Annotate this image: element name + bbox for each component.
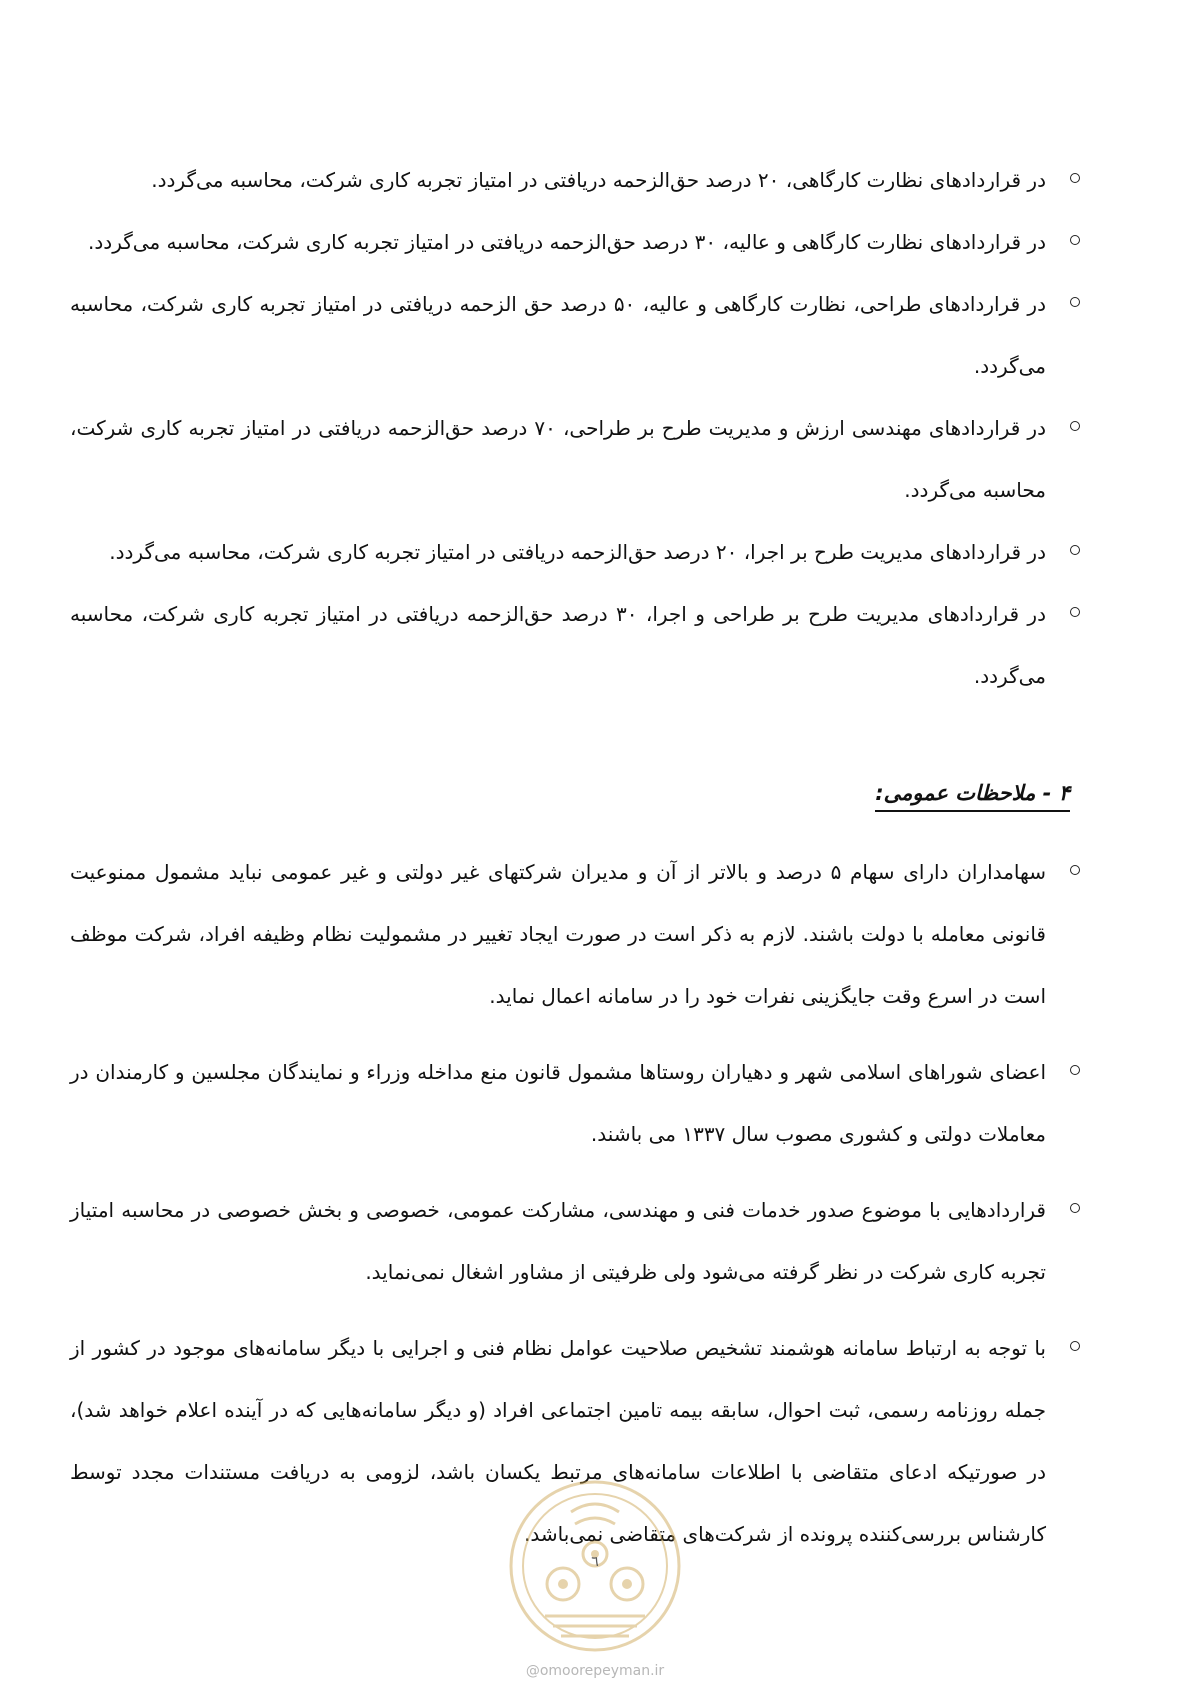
footer-watermark-handle: @omoorepeyman.ir (525, 1663, 665, 1679)
list-item-text: قراردادهایی با موضوع صدور خدمات فنی و مهندسی، مشارکت عمومی، خصوصی و بخش خصوصی در محاسبه امتیاز تجربه کاری شرکت در نظر گرفته می‌شود ولی ظرفیتی از مشاور اشغال نمی‌نماید. (70, 1198, 1046, 1284)
list-item-text: اعضای شوراهای اسلامی شهر و دهیاران روستاها مشمول قانون منع مداخله وزراء و نمایندگان مجلسین و کارمندان در معاملات دولتی و کشوری مصوب سال ۱۳۳۷ می باشند. (70, 1060, 1046, 1146)
circle-bullet-icon (1070, 297, 1080, 307)
circle-bullet-icon (1070, 235, 1080, 245)
list-item-text: با توجه به ارتباط سامانه هوشمند تشخیص صلاحیت عوامل نظام فنی و اجرایی با دیگر سامانه‌های موجود در کشور از جمله روزنامه رسمی، ثبت احوال، سابقه بیمه تامین اجتماعی افراد (و دیگر سامانه‌هایی که در آینده اعلام خواهد شد)، در صورتیکه ادعای متقاضی با اطلاعات سامانه‌های مرتبط یکسان باشد، لزومی به دریافت مستندات مجدد توسط کارشناس بررسی‌کننده پرونده از شرکت‌های متقاضی نمی‌باشد. (70, 1336, 1046, 1546)
section-number: ۴ - (1035, 781, 1070, 805)
circle-bullet-icon (1070, 1341, 1080, 1351)
circle-bullet-icon (1070, 173, 1080, 183)
section-heading (875, 776, 1070, 812)
list-item-text: سهامداران دارای سهام ۵ درصد و بالاتر از آن و مدیران شرکتهای غیر دولتی و غیر عمومی نباید مشمول ممنوعیت قانونی معامله با دولت باشند. لازم به ذکر است در صورت ایجاد تغییر در مشمولیت نظام وظیفه افراد، شرکت موظف است در اسرع وقت جایگزینی نفرات خود را در سامانه اعمال نماید. (70, 860, 1046, 1008)
list-item (70, 521, 1080, 583)
list-item-text: در قراردادهای نظارت کارگاهی، ۲۰ درصد حق‌الزحمه دریافتی در امتیاز تجربه کاری شرکت، محاسبه می‌گردد. (151, 168, 1046, 192)
list-item-text: در قراردادهای مهندسی ارزش و مدیریت طرح بر طراحی، ۷۰ درصد حق‌الزحمه دریافتی در امتیاز تجربه کاری شرکت، محاسبه می‌گردد. (70, 416, 1046, 502)
circle-bullet-icon (1070, 865, 1080, 875)
list-item-text: در قراردادهای نظارت کارگاهی و عالیه، ۳۰ درصد حق‌الزحمه دریافتی در امتیاز تجربه کاری شرکت، محاسبه می‌گردد. (88, 230, 1046, 254)
list-item-text: در قراردادهای مدیریت طرح بر اجرا، ۲۰ درصد حق‌الزحمه دریافتی در امتیاز تجربه کاری شرکت، محاسبه می‌گردد. (109, 540, 1046, 564)
circle-bullet-icon (1070, 607, 1080, 617)
list-item (70, 583, 1080, 707)
circle-bullet-icon (1070, 421, 1080, 431)
list-item (70, 273, 1080, 397)
list-item (70, 149, 1080, 211)
list-item (70, 397, 1080, 521)
list-item (70, 1041, 1080, 1165)
list-item-text: در قراردادهای مدیریت طرح بر طراحی و اجرا، ۳۰ درصد حق‌الزحمه دریافتی در امتیاز تجربه کاری شرکت، محاسبه می‌گردد. (70, 602, 1046, 688)
circle-bullet-icon (1070, 1203, 1080, 1213)
circle-bullet-icon (1070, 1065, 1080, 1075)
section-title: ملاحظات عمومی: (875, 781, 1036, 805)
list-item-text: در قراردادهای طراحی، نظارت کارگاهی و عالیه، ۵۰ درصد حق الزحمه دریافتی در امتیاز تجربه کاری شرکت، محاسبه می‌گردد. (70, 292, 1046, 378)
general-notes-list (70, 841, 1080, 1579)
list-item (70, 841, 1080, 1027)
page-number: ٦ (591, 1554, 599, 1570)
list-item (70, 211, 1080, 273)
contract-percentage-list (70, 149, 1080, 707)
list-item (70, 1179, 1080, 1303)
circle-bullet-icon (1070, 545, 1080, 555)
